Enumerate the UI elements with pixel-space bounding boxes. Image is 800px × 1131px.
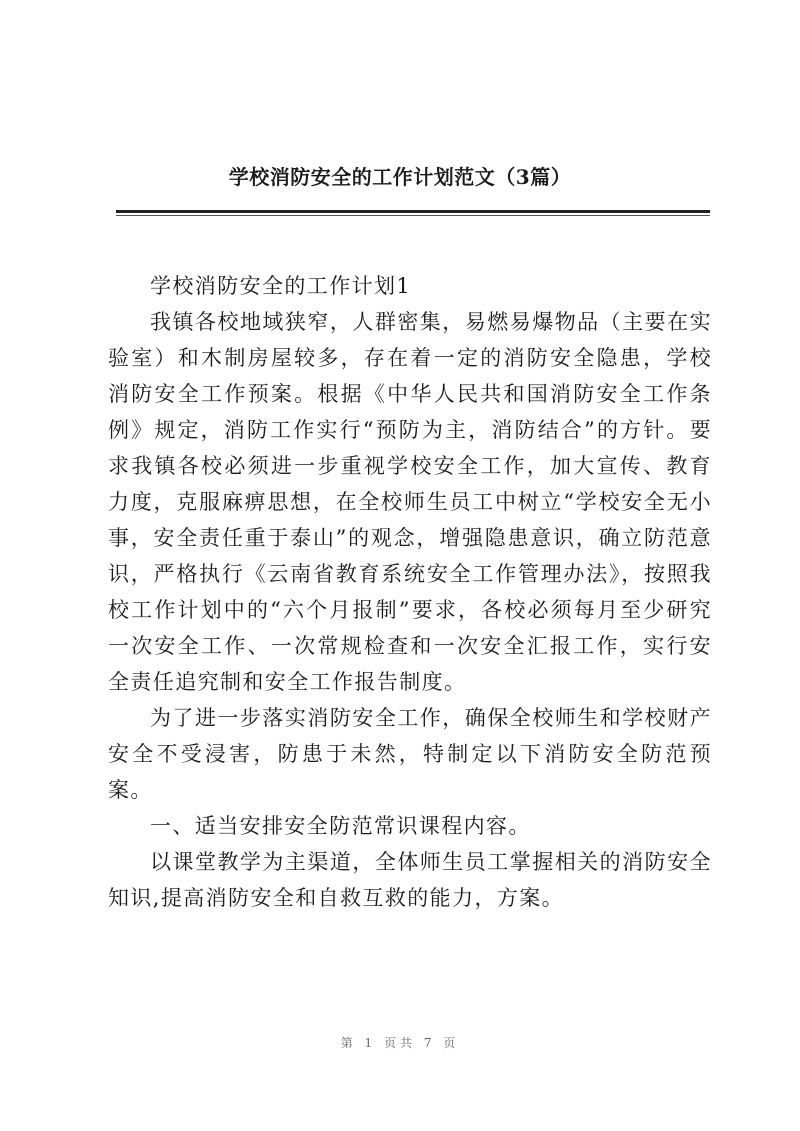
page-number: 第 1 页共 7 页	[340, 1036, 460, 1050]
title-divider	[116, 210, 710, 213]
document-body	[108, 268, 712, 916]
section-heading: 学校消防安全的工作计划1	[150, 274, 412, 298]
body-paragraph: 以课堂教学为主渠道，全体师生员工掌握相关的消防安全知识,提高消防安全和自救互救的能力，方案。	[108, 850, 712, 910]
title-divider-thin	[116, 215, 710, 216]
body-paragraph: 为了进一步落实消防安全工作，确保全校师生和学校财产安全不受浸害，防患于未然，特制定以下消防安全防范预案。	[108, 706, 712, 802]
document-title: 学校消防安全的工作计划范文（3篇）	[228, 165, 572, 189]
body-paragraph: 一、适当安排安全防范常识课程内容。	[150, 814, 531, 838]
body-paragraph: 我镇各校地域狭窄，人群密集，易燃易爆物品（主要在实验室）和木制房屋较多，存在着一定的消防安全隐患，学校消防安全工作预案。根据《中华人民共和国消防安全工作条例》规定，消防工作实行“预防为主，消防结合”的方针。要求我镇各校必须进一步重视学校安全工作，加大宣传、教育力度，克服麻痹思想，在全校师生员工中树立“学校安全无小事，安全责任重于泰山”的观念，增强隐患意识，确立防范意识，严格执行《云南省教育系统安全工作管理办法》，按照我校工作计划中的“六个月报制”要求，各校必须每月至少研究一次安全工作、一次常规检查和一次安全汇报工作，实行安全责任追究制和安全工作报告制度。	[108, 310, 712, 694]
